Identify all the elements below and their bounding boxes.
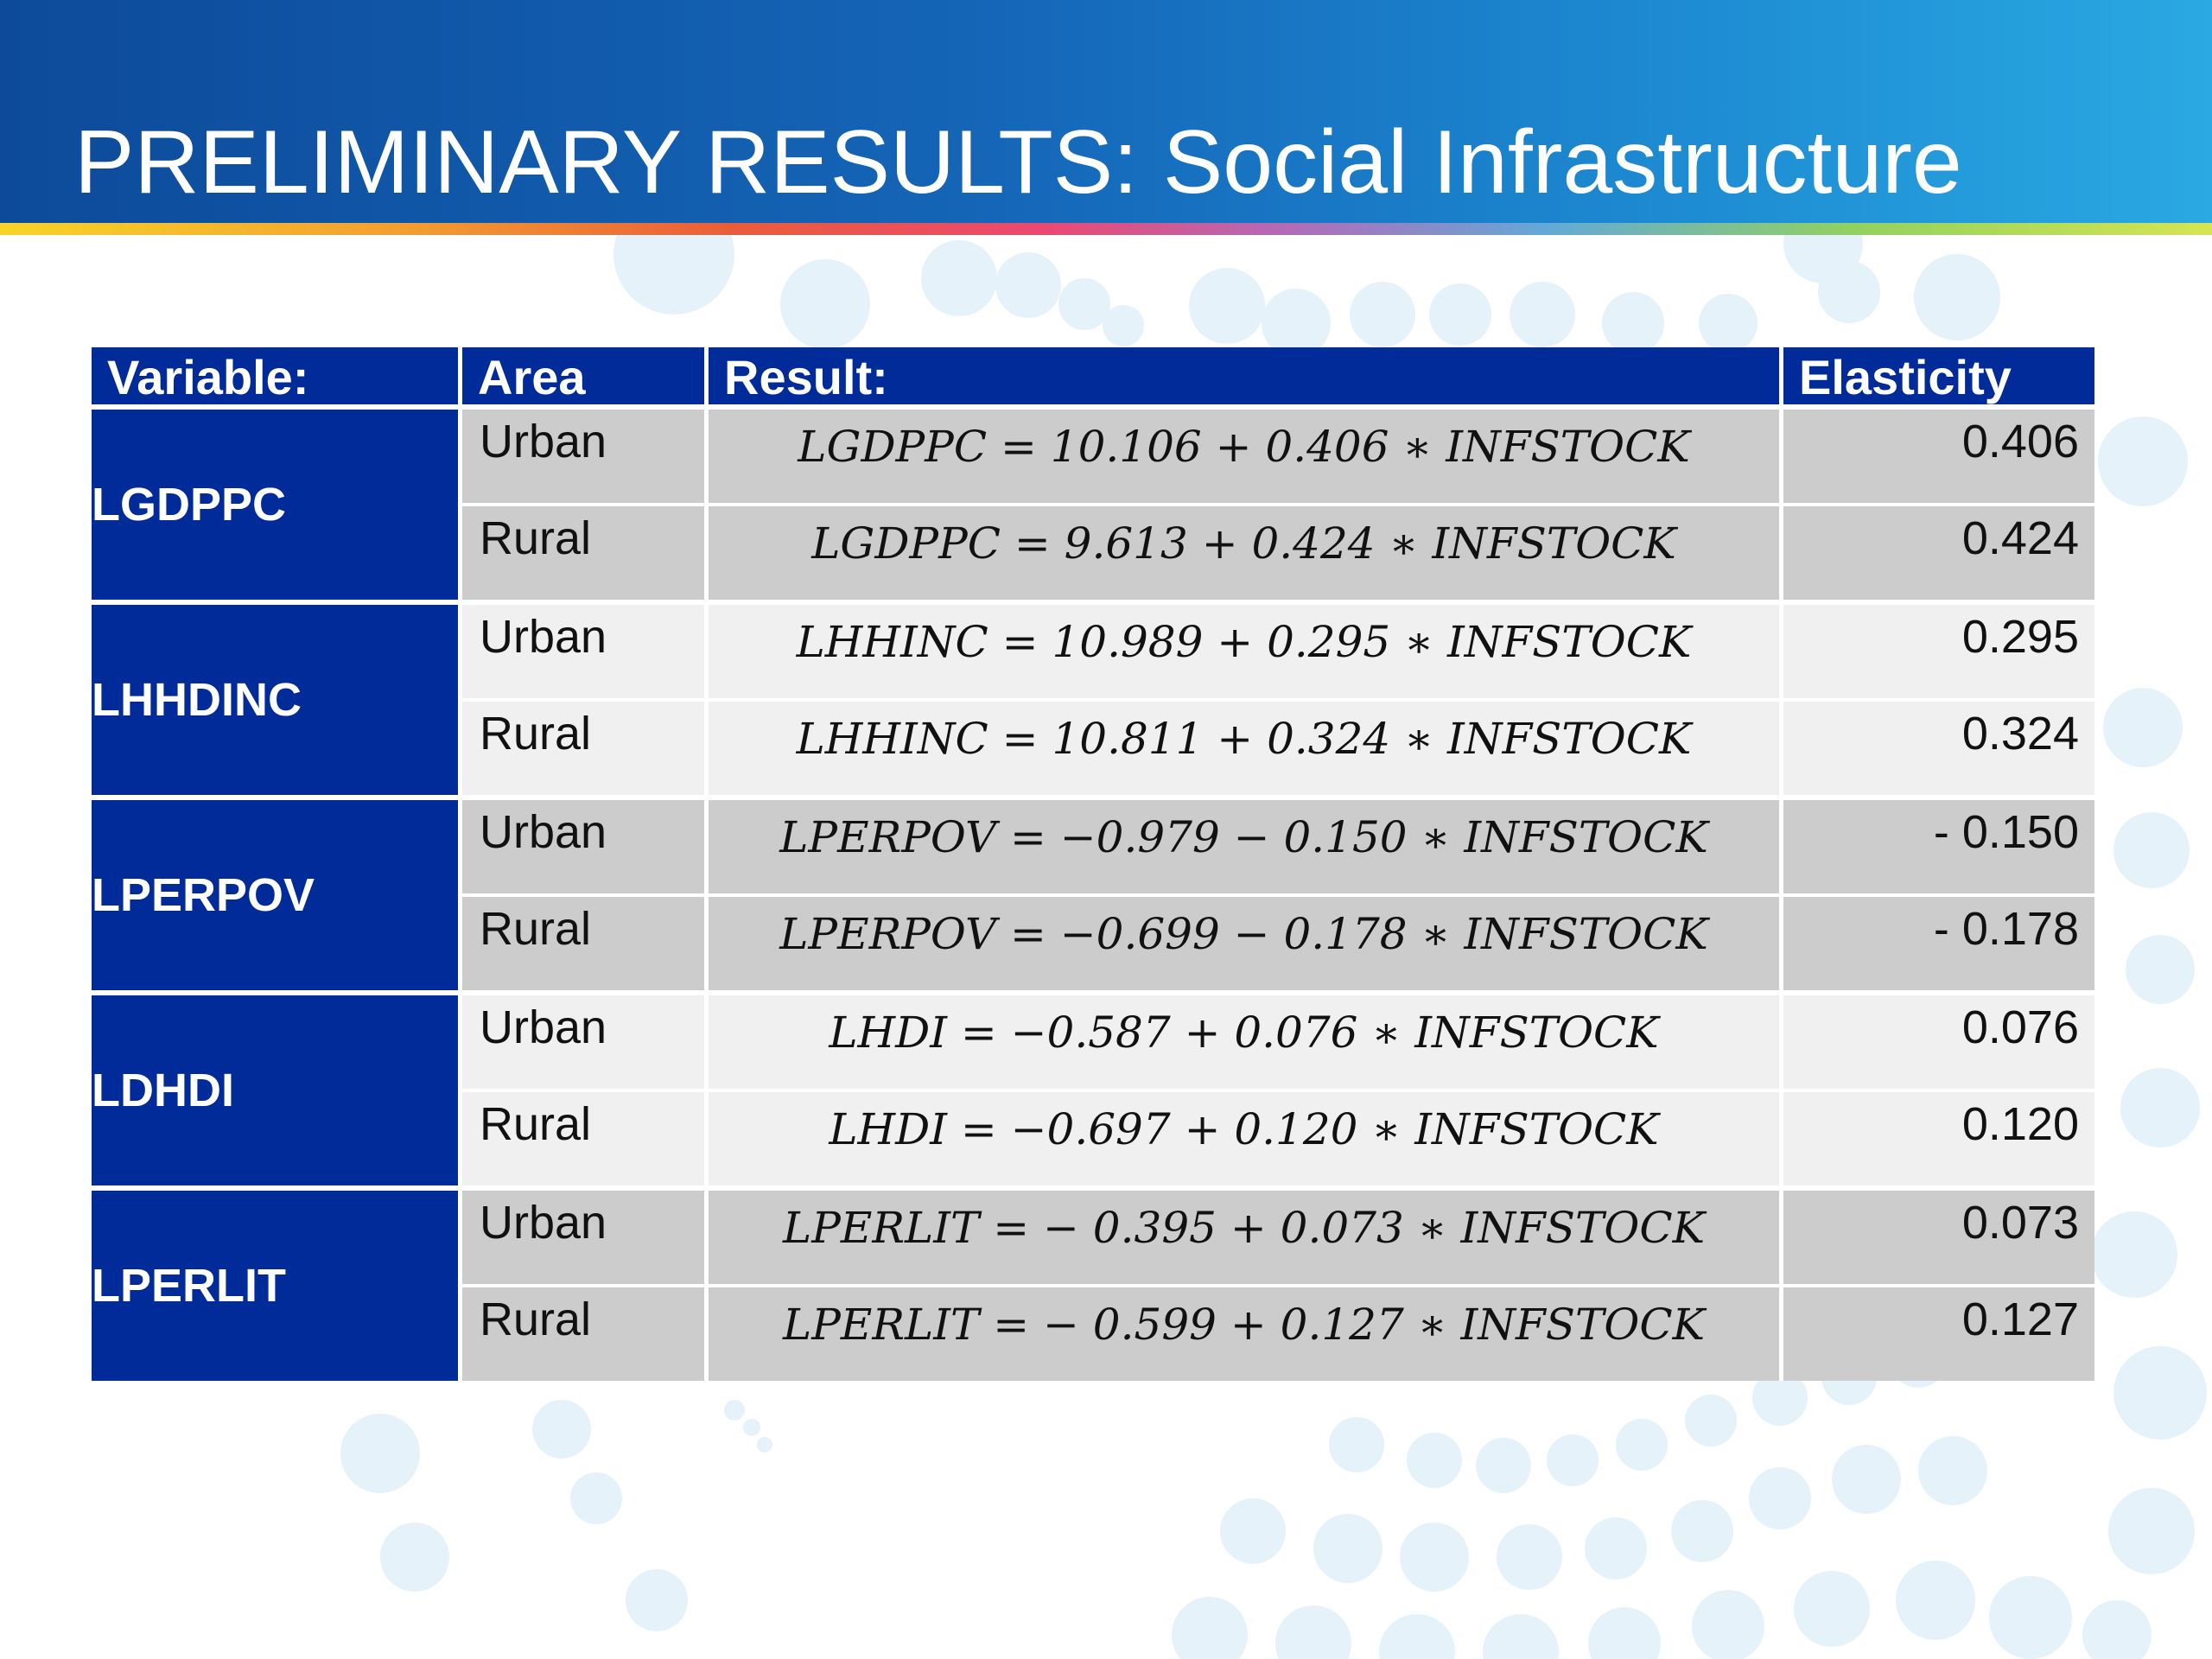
header-result: Result: [709, 347, 1783, 404]
area-cell: Urban [462, 600, 709, 698]
rainbow-divider [0, 223, 2212, 235]
table-row [92, 1185, 2094, 1284]
elasticity-cell: 0.406 [1783, 404, 2094, 503]
header-area: Area [462, 347, 709, 404]
elasticity-cell: 0.295 [1783, 600, 2094, 698]
table-row [92, 795, 2094, 893]
area-cell: Rural [462, 698, 709, 795]
equation-cell: LPERLIT = − 0.395 + 0.073 ∗ INFSTOCK [709, 1185, 1783, 1284]
area-cell: Rural [462, 503, 709, 600]
elasticity-cell: 0.424 [1783, 503, 2094, 600]
equation-cell: LGDPPC = 10.106 + 0.406 ∗ INFSTOCK [709, 404, 1783, 503]
header-elasticity: Elasticity [1783, 347, 2094, 404]
equation-cell: LHDI = −0.587 + 0.076 ∗ INFSTOCK [709, 990, 1783, 1089]
area-cell: Rural [462, 1089, 709, 1185]
results-table [92, 347, 2094, 1381]
elasticity-cell: - 0.150 [1783, 795, 2094, 893]
equation-cell: LPERPOV = −0.699 − 0.178 ∗ INFSTOCK [709, 893, 1783, 990]
area-cell: Rural [462, 1284, 709, 1381]
elasticity-cell: 0.073 [1783, 1185, 2094, 1284]
variable-cell: LGDPPC [92, 404, 462, 600]
equation-cell: LPERPOV = −0.979 − 0.150 ∗ INFSTOCK [709, 795, 1783, 893]
table-row [92, 404, 2094, 503]
header-variable: Variable: [92, 347, 462, 404]
variable-cell: LPERPOV [92, 795, 462, 990]
equation-cell: LHHINC = 10.811 + 0.324 ∗ INFSTOCK [709, 698, 1783, 795]
equation-cell: LGDPPC = 9.613 + 0.424 ∗ INFSTOCK [709, 503, 1783, 600]
equation-cell: LHDI = −0.697 + 0.120 ∗ INFSTOCK [709, 1089, 1783, 1185]
area-cell: Urban [462, 1185, 709, 1284]
table-row [92, 600, 2094, 698]
area-cell: Rural [462, 893, 709, 990]
elasticity-cell: 0.127 [1783, 1284, 2094, 1381]
table-row [92, 990, 2094, 1089]
area-cell: Urban [462, 990, 709, 1089]
elasticity-cell: - 0.178 [1783, 893, 2094, 990]
area-cell: Urban [462, 404, 709, 503]
elasticity-cell: 0.076 [1783, 990, 2094, 1089]
area-cell: Urban [462, 795, 709, 893]
variable-cell: LPERLIT [92, 1185, 462, 1381]
table-header-row [92, 347, 2094, 404]
equation-cell: LHHINC = 10.989 + 0.295 ∗ INFSTOCK [709, 600, 1783, 698]
equation-cell: LPERLIT = − 0.599 + 0.127 ∗ INFSTOCK [709, 1284, 1783, 1381]
slide-title: PRELIMINARY RESULTS: Social Infrastructure [74, 112, 1962, 213]
elasticity-cell: 0.120 [1783, 1089, 2094, 1185]
variable-cell: LHHDINC [92, 600, 462, 795]
elasticity-cell: 0.324 [1783, 698, 2094, 795]
variable-cell: LDHDI [92, 990, 462, 1185]
